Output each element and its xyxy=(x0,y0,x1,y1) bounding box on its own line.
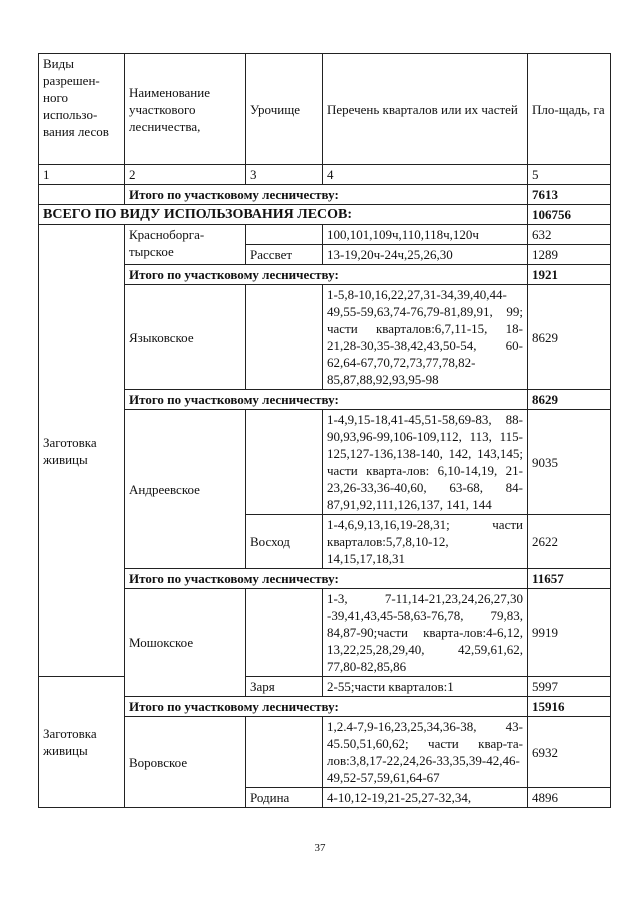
grand-total-value: 106756 xyxy=(528,205,611,225)
table-row xyxy=(39,717,611,788)
kind-cell: Заготовка живицы xyxy=(39,677,125,808)
table-row xyxy=(39,410,611,515)
area-value: 632 xyxy=(528,225,611,245)
area-value: 5997 xyxy=(528,677,611,697)
tract-name: Родина xyxy=(246,788,323,808)
tract-cell xyxy=(246,225,323,245)
header-quarters: Перечень кварталов или их частей xyxy=(323,54,528,165)
tract-cell xyxy=(246,589,323,677)
table-row xyxy=(39,589,611,677)
grand-total-label: ВСЕГО ПО ВИДУ ИСПОЛЬЗОВАНИЯ ЛЕСОВ: xyxy=(39,205,528,225)
subtotal-value: 1921 xyxy=(528,265,611,285)
subtotal-row xyxy=(39,390,611,410)
table-row xyxy=(39,225,611,245)
area-value: 9035 xyxy=(528,410,611,515)
subtotal-value: 8629 xyxy=(528,390,611,410)
kind-cell: Заготовка живицы xyxy=(39,225,125,677)
colnum-4: 4 xyxy=(323,165,528,185)
quarters-list: 100,101,109ч,110,118ч,120ч xyxy=(323,225,528,245)
quarters-list: 4-10,12-19,21-25,27-32,34, xyxy=(323,788,528,808)
header-row xyxy=(39,54,611,165)
tract-name: Восход xyxy=(246,515,323,569)
header-forestry: Наименование участкового лесничества, xyxy=(125,54,246,165)
tract-cell xyxy=(246,410,323,515)
tract-name: Заря xyxy=(246,677,323,697)
forestry-name: Красноборга-тырское xyxy=(125,225,246,265)
subtotal-row xyxy=(39,185,611,205)
forestry-name: Воровское xyxy=(125,717,246,808)
subtotal-value: 11657 xyxy=(528,569,611,589)
subtotal-label: Итого по участковому лесничеству: xyxy=(125,697,528,717)
colnum-1: 1 xyxy=(39,165,125,185)
grand-total-row xyxy=(39,205,611,225)
colnum-3: 3 xyxy=(246,165,323,185)
page-number: 37 xyxy=(314,842,326,854)
quarters-list: 2-55;части кварталов:1 xyxy=(323,677,528,697)
column-number-row xyxy=(39,165,611,185)
quarters-list: 13-19,20ч-24ч,25,26,30 xyxy=(323,245,528,265)
colnum-5: 5 xyxy=(528,165,611,185)
quarters-list: 1-4,6,9,13,16,19-28,31; части кварталов:5,7,8,10-12, 14,15,17,18,31 xyxy=(323,515,528,569)
subtotal-row xyxy=(39,697,611,717)
area-value: 9919 xyxy=(528,589,611,677)
quarters-list: 1,2.4-7,9-16,23,25,34,36-38, 43-45.50,51,60,62; части квар-та-лов:3,8,17-22,24,26-33,35,39-42,46-49,52-57,59,61,64-67 xyxy=(323,717,528,788)
quarters-list: 1-3, 7-11,14-21,23,24,26,27,30 -39,41,43,45-58,63-76,78, 79,83, 84,87-90;части кварта-лов:4-6,12, 13,22,25,28,29,40, 42,59,61,62, 77,80-82,85,86 xyxy=(323,589,528,677)
header-tract: Урочище xyxy=(246,54,323,165)
subtotal-label: Итого по участковому лесничеству: xyxy=(125,185,528,205)
subtotal-row xyxy=(39,265,611,285)
area-value: 6932 xyxy=(528,717,611,788)
forest-use-table xyxy=(38,53,611,808)
subtotal-label: Итого по участковому лесничеству: xyxy=(125,569,528,589)
subtotal-value: 7613 xyxy=(528,185,611,205)
forestry-name: Андреевское xyxy=(125,410,246,569)
area-value: 8629 xyxy=(528,285,611,390)
tract-cell xyxy=(246,717,323,788)
empty-cell xyxy=(39,185,125,205)
quarters-list: 1-5,8-10,16,22,27,31-34,39,40,44-49,55-59,63,74-76,79-81,89,91, 99; части кварталов:6,7,11-15, 18-21,28-30,35-38,42,43,50-54, 60-62,64-67,70,72,73,77,78,82-85,87,88,92,93,95-98 xyxy=(323,285,528,390)
tract-name: Рассвет xyxy=(246,245,323,265)
area-value: 2622 xyxy=(528,515,611,569)
colnum-2: 2 xyxy=(125,165,246,185)
subtotal-value: 15916 xyxy=(528,697,611,717)
tract-cell xyxy=(246,285,323,390)
header-area: Пло-щадь, га xyxy=(528,54,611,165)
forestry-name: Языковское xyxy=(125,285,246,390)
table-row xyxy=(39,285,611,390)
subtotal-label: Итого по участковому лесничеству: xyxy=(125,390,528,410)
forestry-name: Мошокское xyxy=(125,589,246,697)
subtotal-row xyxy=(39,569,611,589)
subtotal-label: Итого по участковому лесничеству: xyxy=(125,265,528,285)
quarters-list: 1-4,9,15-18,41-45,51-58,69-83, 88-90,93,96-99,106-109,112, 113, 115-125,127-136,138-140, 142, 143,145; части кварта-лов: 6,10-14,19, 21-23,26-33,36-40,60, 63-68, 84-87,91,92,111,126,137, 141, 144 xyxy=(323,410,528,515)
area-value: 1289 xyxy=(528,245,611,265)
table-row xyxy=(39,677,611,697)
header-kind: Виды разрешен-ного использо-вания лесов xyxy=(39,54,125,165)
area-value: 4896 xyxy=(528,788,611,808)
